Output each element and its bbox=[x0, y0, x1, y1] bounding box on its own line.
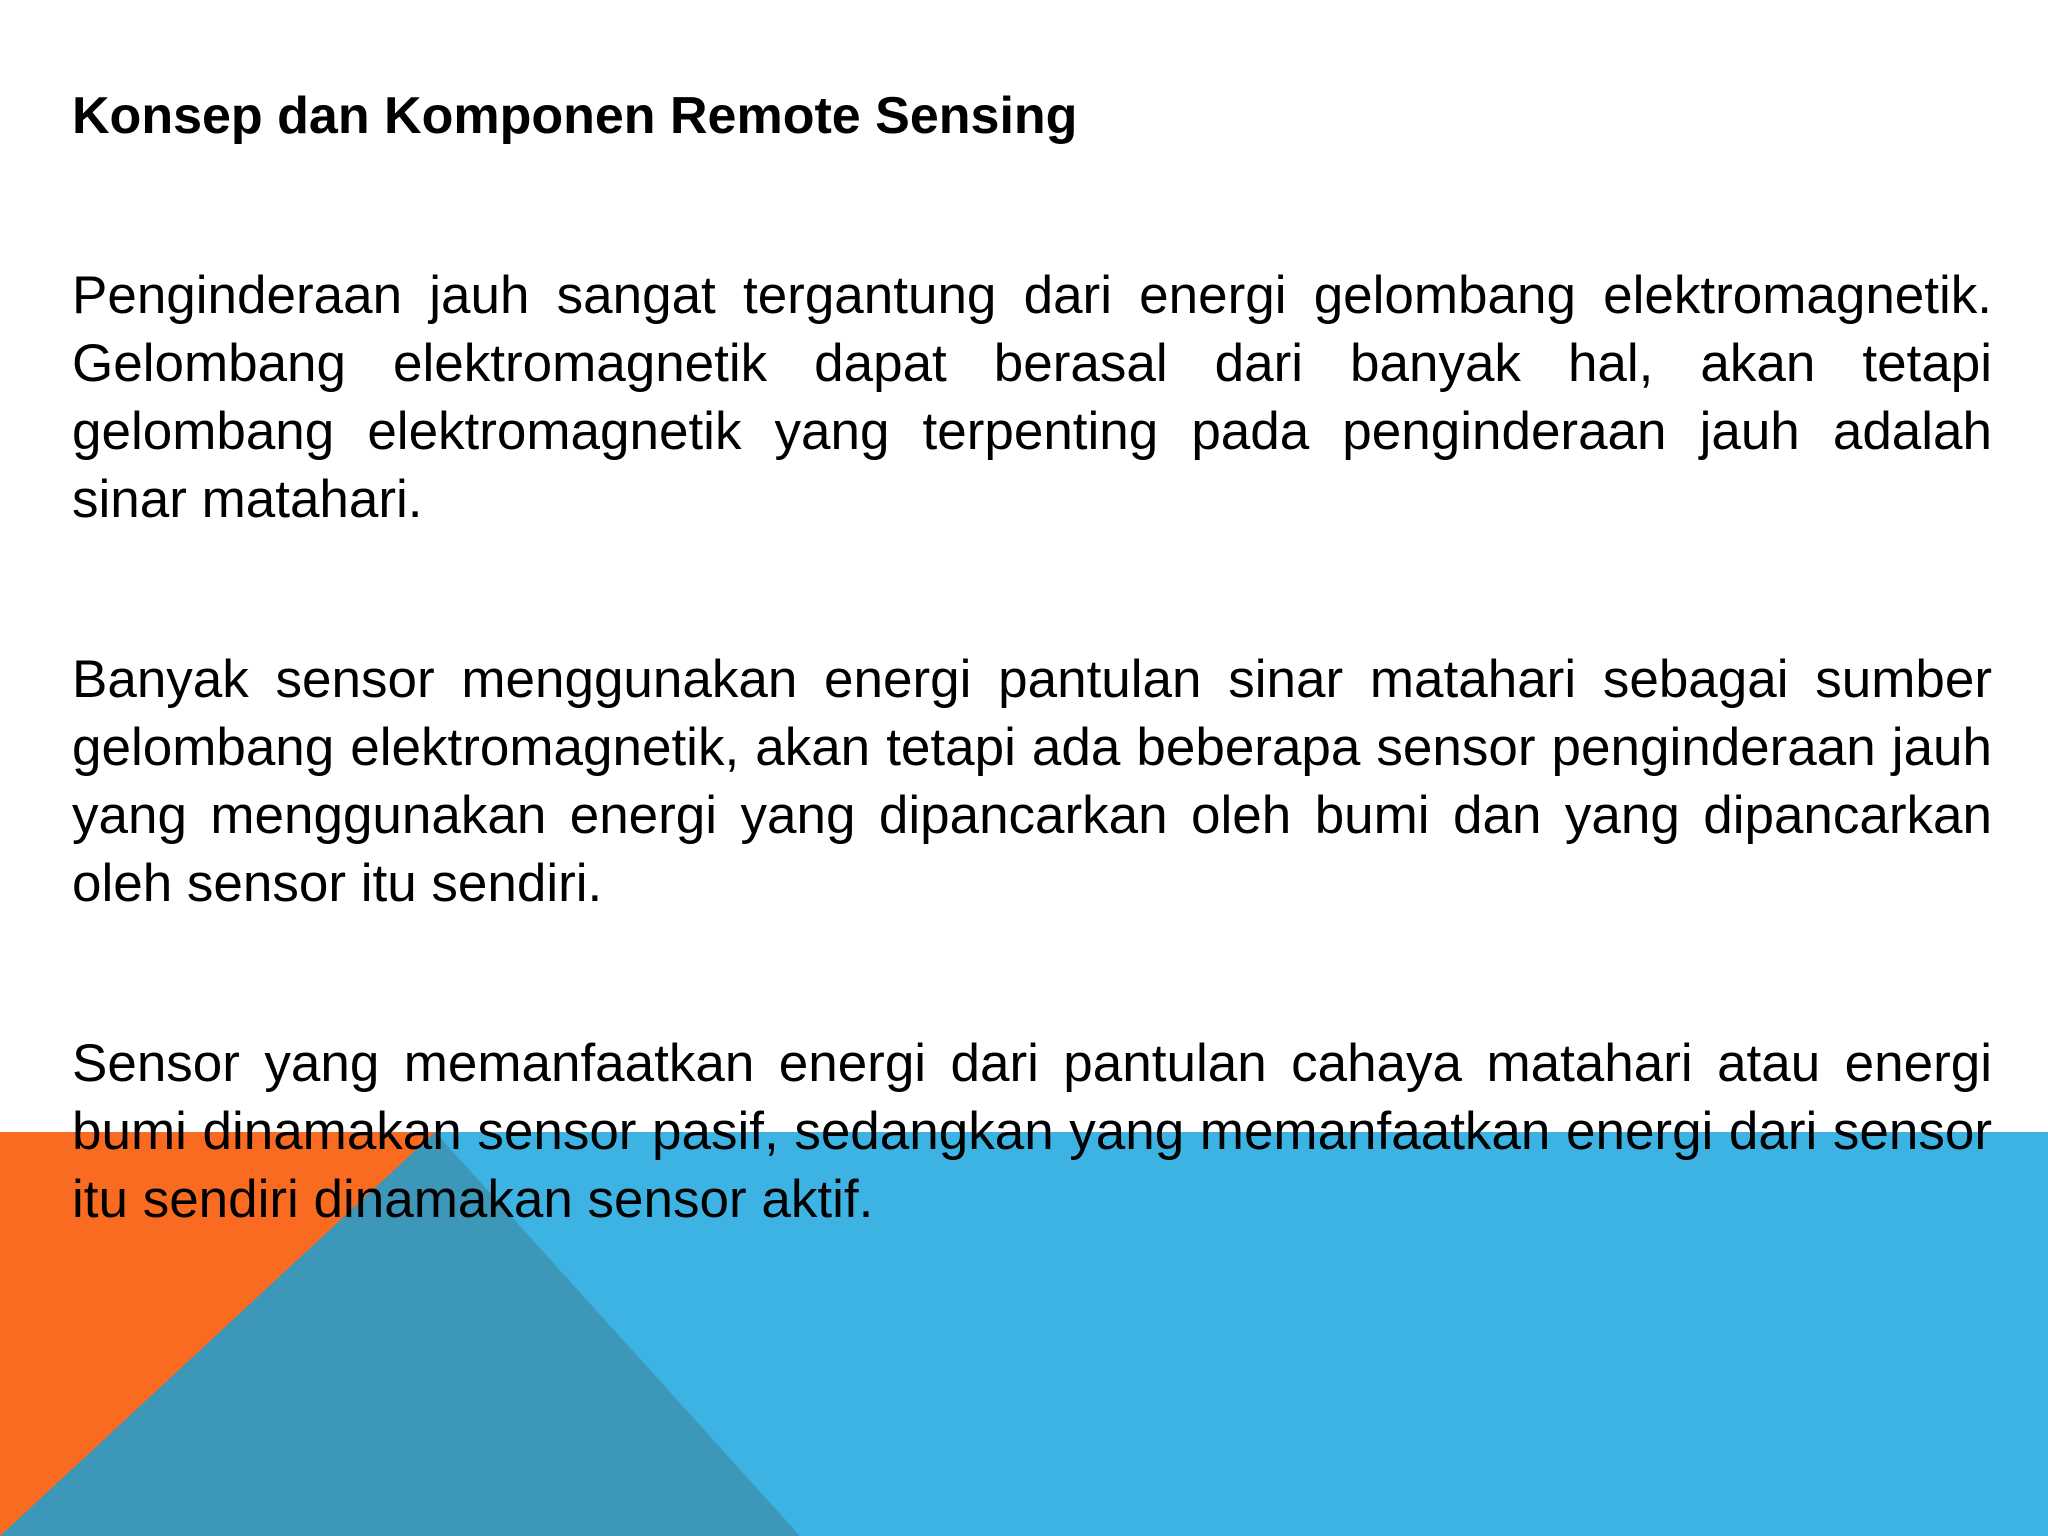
slide-title: Konsep dan Komponen Remote Sensing bbox=[72, 87, 1078, 145]
slide-content bbox=[72, 80, 1992, 1234]
paragraph-1: Penginderaan jauh sangat tergantung dari energi gelombang elektromagnetik. Gelombang elektromagnetik dapat berasal dari banyak hal, akan tetapi gelombang elektromagnetik yang terpenting pada penginderaan jauh adalah sinar matahari. bbox=[72, 266, 1992, 529]
paragraph-3: Sensor yang memanfaatkan energi dari pantulan cahaya matahari atau energi bumi dinamakan sensor pasif, sedangkan yang memanfaatkan energi dari sensor itu sendiri dinamakan sensor aktif. bbox=[72, 1034, 1992, 1229]
paragraph-2: Banyak sensor menggunakan energi pantulan sinar matahari sebagai sumber gelombang elektromagnetik, akan tetapi ada beberapa sensor penginderaan jauh yang menggunakan energi yang dipancarkan oleh bumi dan yang dipancarkan oleh sensor itu sendiri. bbox=[72, 650, 1992, 913]
